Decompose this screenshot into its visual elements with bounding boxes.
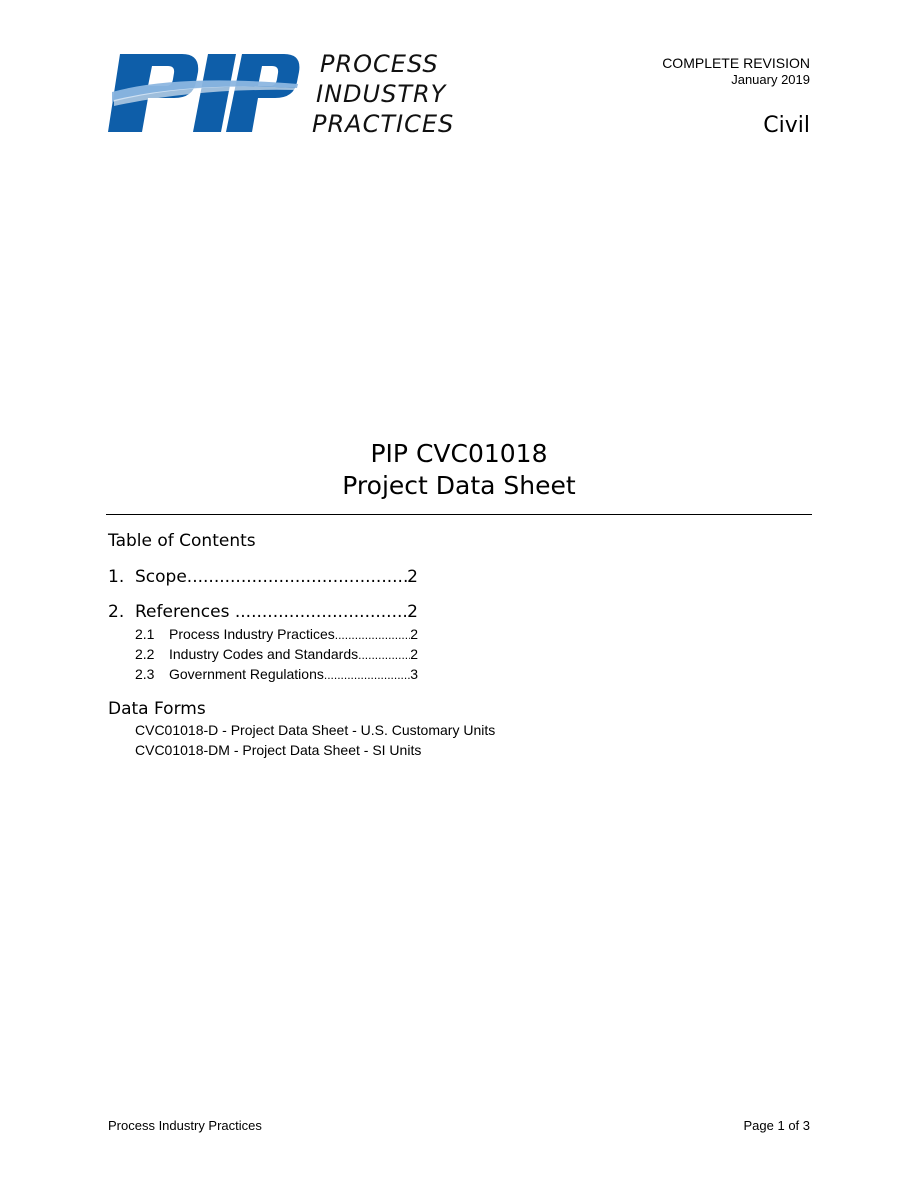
document-number: PIP CVC01018 <box>370 439 548 468</box>
toc-entry-title: Scope <box>135 567 187 587</box>
logo-word-industry: INDUSTRY <box>316 80 447 108</box>
pip-logo-wordmark <box>312 49 482 139</box>
toc-leader-dots <box>335 626 410 644</box>
data-form-item[interactable]: CVC01018-DM - Project Data Sheet - SI Units <box>135 742 422 758</box>
footer-page-number: Page 1 of 3 <box>743 1118 810 1133</box>
toc-entry-government-regulations[interactable] <box>135 665 418 684</box>
toc-entry-number: 2.3 <box>135 666 155 682</box>
toc-entry-page: 2 <box>407 567 418 587</box>
logo-word-process: PROCESS <box>320 50 439 78</box>
data-forms-heading: Data Forms <box>108 699 206 719</box>
toc-leader-dots <box>358 646 410 664</box>
toc-entry-process-industry-practices[interactable] <box>135 625 418 644</box>
toc-entry-title: Industry Codes and Standards <box>169 646 359 662</box>
document-title <box>0 438 918 502</box>
footer-organization: Process Industry Practices <box>108 1118 262 1133</box>
pip-logo-mark <box>108 52 300 134</box>
toc-entry-title: References <box>135 602 235 622</box>
toc-entry-page: 3 <box>410 666 418 682</box>
toc-entry-title: Process Industry Practices <box>169 626 335 642</box>
toc-entry-title: Government Regulations <box>169 666 324 682</box>
toc-entry-references[interactable] <box>108 601 418 623</box>
toc-entry-number: 2.1 <box>135 626 155 642</box>
toc-entry-number: 2. <box>108 602 125 622</box>
toc-leader-dots <box>324 666 410 684</box>
toc-entry-page: 2 <box>410 646 418 662</box>
toc-entry-number: 1. <box>108 567 125 587</box>
toc-leader-dots <box>235 601 407 623</box>
toc-entry-scope[interactable] <box>108 566 418 588</box>
revision-date: January 2019 <box>731 72 810 87</box>
data-form-item[interactable]: CVC01018-D - Project Data Sheet - U.S. Customary Units <box>135 722 496 738</box>
toc-heading: Table of Contents <box>108 531 256 551</box>
toc-entry-page: 2 <box>407 602 418 622</box>
toc-leader-dots <box>187 566 407 588</box>
document-category: Civil <box>763 113 810 138</box>
title-divider <box>106 514 812 515</box>
revision-status: COMPLETE REVISION <box>662 55 810 71</box>
toc-entry-page: 2 <box>410 626 418 642</box>
document-name: Project Data Sheet <box>342 471 576 500</box>
toc-entry-number: 2.2 <box>135 646 155 662</box>
toc-entry-industry-codes[interactable] <box>135 645 418 664</box>
logo-word-practices: PRACTICES <box>312 110 455 138</box>
